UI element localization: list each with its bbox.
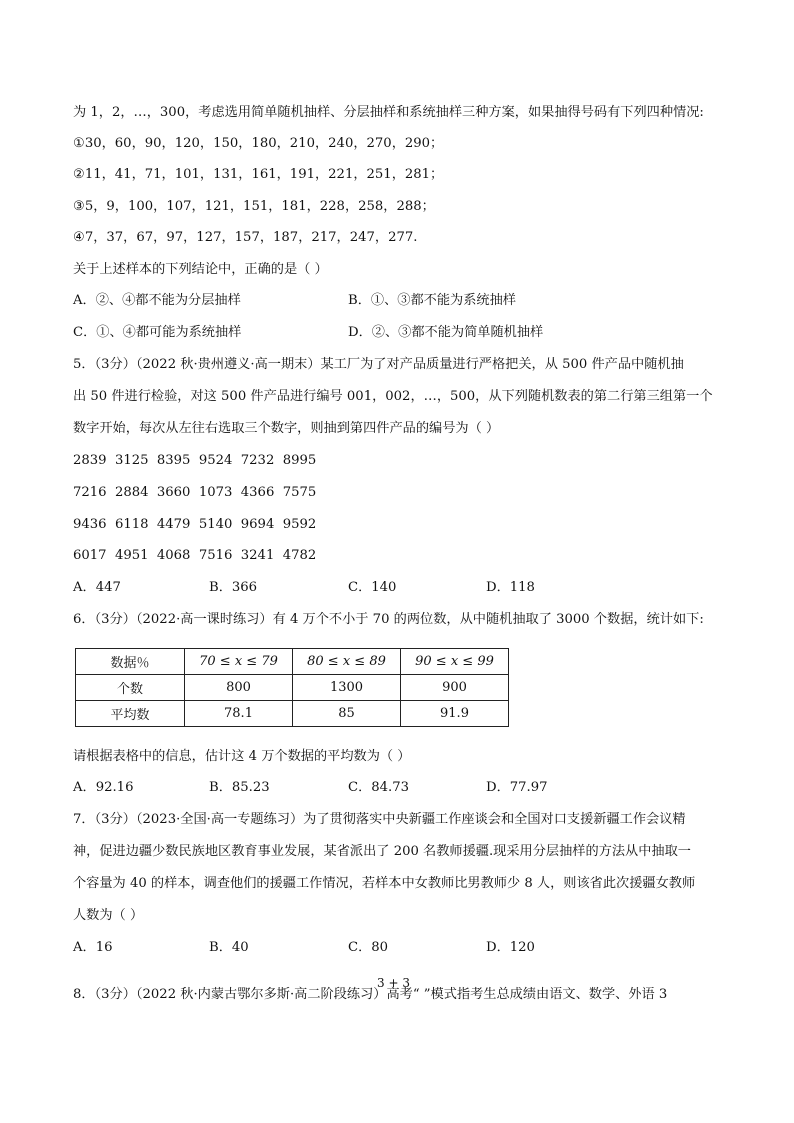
q4-option-c: C．①、④都可能为系统抽样 xyxy=(73,325,242,340)
table-cell: 900 xyxy=(401,675,509,701)
q4-case-2: ②11，41，71，101，131，161，191，221，251，281； xyxy=(73,167,444,182)
table-row xyxy=(76,675,509,701)
q4-option-b: B．①、③都不能为系统抽样 xyxy=(348,293,516,308)
q8-formula: 3 + 3 xyxy=(377,976,410,990)
q6-line-1: 6．（3分）（2022·高一课时练习）有 4 万个不小于 70 的两位数，从中随机抽取了 3000 个数据，统计如下: xyxy=(73,612,704,627)
table-cell: 78.1 xyxy=(185,701,293,727)
q7-option-a: A．16 xyxy=(73,940,113,955)
q5-option-d: D．118 xyxy=(486,580,535,595)
table-header-row xyxy=(76,649,509,675)
table-header-cell: 90 ≤ x ≤ 99 xyxy=(401,649,509,675)
q5-line-2: 出 50 件进行检验，对这 500 件产品进行编号 001，002，…，500，从下列随机数表的第二行第三组第一个 xyxy=(73,389,713,404)
q7-line-4: 人数为（ ） xyxy=(73,908,144,923)
q7-line-3: 个容量为 40 的样本，调查他们的援疆工作情况，若样本中女教师比男教师少 8 人，则该省此次援疆女教师 xyxy=(73,876,696,891)
q4-stem-line: 为 1，2，…，300，考虑选用简单随机抽样、分层抽样和系统抽样三种方案，如果抽得号码有下列四种情况: xyxy=(73,105,704,120)
q4-case-3: ③5，9，100，107，121，151，181，228，258，288； xyxy=(73,199,435,214)
q4-case-1: ①30，60，90，120，150，180，210，240，270，290； xyxy=(73,136,444,151)
q7-line-1: 7．（3分）（2023·全国·高一专题练习）为了贯彻落实中央新疆工作座谈会和全国对口支援新疆工作会议精 xyxy=(73,812,686,827)
q7-option-d: D．120 xyxy=(486,940,535,955)
table-cell: 91.9 xyxy=(401,701,509,727)
q6-option-b: B．85.23 xyxy=(209,780,270,795)
q6-line-2: 请根据表格中的信息，估计这 4 万个数据的平均数为（ ） xyxy=(73,749,411,764)
table-cell: 1300 xyxy=(293,675,401,701)
table-header-cell: 80 ≤ x ≤ 89 xyxy=(293,649,401,675)
table-cell: 平均数 xyxy=(76,701,185,727)
table-row xyxy=(76,701,509,727)
random-table-row-3: 9436 6118 4479 5140 9694 9592 xyxy=(73,517,317,532)
random-table-row-4: 6017 4951 4068 7516 3241 4782 xyxy=(73,548,317,563)
q6-option-a: A．92.16 xyxy=(73,780,134,795)
statistics-table xyxy=(75,648,509,727)
q5-line-1: 5．（3分）（2022 秋·贵州遵义·高一期末）某工厂为了对产品质量进行严格把关，从 500 件产品中随机抽 xyxy=(73,357,684,372)
q7-option-c: C．80 xyxy=(348,940,389,955)
q5-option-b: B．366 xyxy=(209,580,258,595)
q4-option-d: D．②、③都不能为简单随机抽样 xyxy=(348,325,544,340)
q7-line-2: 神，促进边疆少数民族地区教育事业发展，某省派出了 200 名教师援疆.现采用分层抽样的方法从中抽取一 xyxy=(73,844,691,859)
table-header-cell: 数据％ xyxy=(76,649,185,675)
q4-question: 关于上述样本的下列结论中，正确的是（ ） xyxy=(73,262,328,277)
table-cell: 85 xyxy=(293,701,401,727)
table-cell: 800 xyxy=(185,675,293,701)
random-table-row-2: 7216 2884 3660 1073 4366 7575 xyxy=(73,485,317,500)
q6-option-c: C．84.73 xyxy=(348,780,410,795)
q7-option-b: B．40 xyxy=(209,940,249,955)
table-cell: 个数 xyxy=(76,675,185,701)
q5-option-c: C．140 xyxy=(348,580,397,595)
q5-line-3: 数字开始，每次从左往右选取三个数字，则抽到第四件产品的编号为（ ） xyxy=(73,421,500,436)
q5-option-a: A．447 xyxy=(73,580,121,595)
q4-option-a: A．②、④都不能为分层抽样 xyxy=(73,293,241,308)
q4-case-4: ④7，37，67，97，127，157，187，217，247，277. xyxy=(73,230,418,245)
table-header-cell: 70 ≤ x ≤ 79 xyxy=(185,649,293,675)
q8-line-1: 8．（3分）（2022 秋·内蒙古鄂尔多斯·高二阶段练习）高考“ ”模式指考生总成绩由语文、数学、外语 3 xyxy=(73,987,668,1002)
q6-option-d: D．77.97 xyxy=(486,780,548,795)
random-table-row-1: 2839 3125 8395 9524 7232 8995 xyxy=(73,453,317,468)
